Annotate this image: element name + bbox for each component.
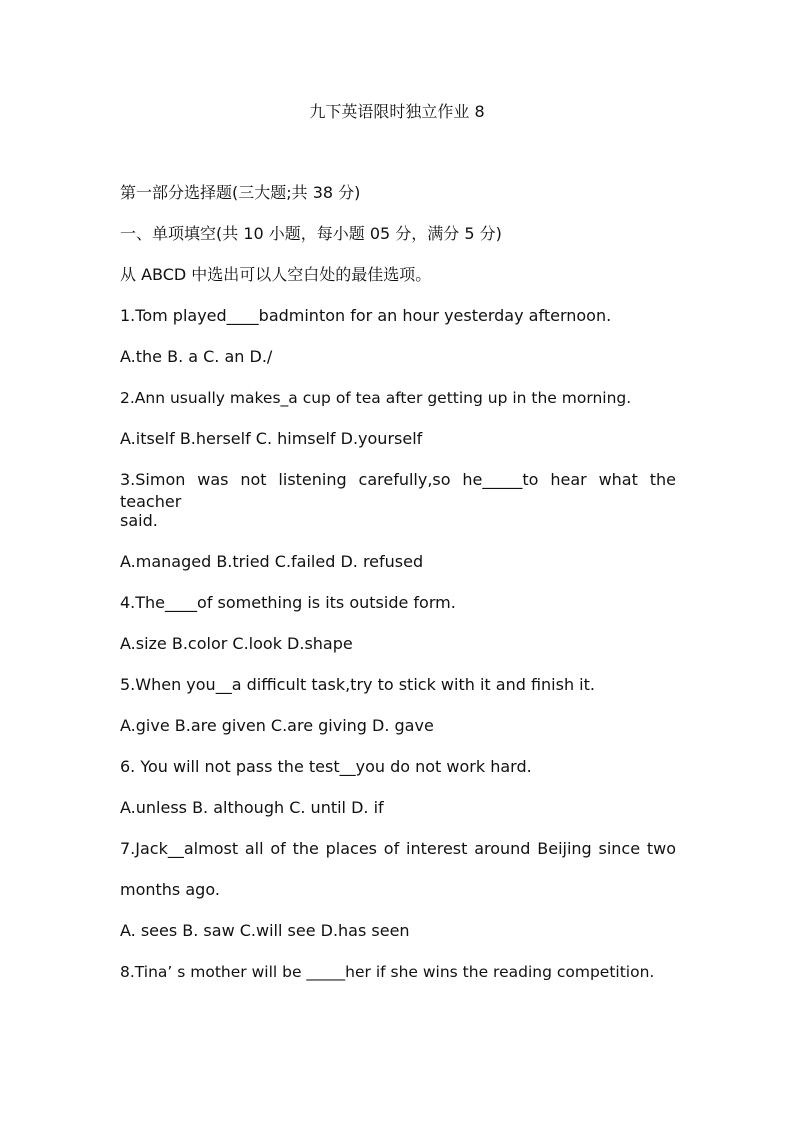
question-2-options: A.itself B.herself C. himself D.yourself bbox=[120, 429, 423, 448]
document-title: 九下英语限时独立作业 8 bbox=[309, 102, 485, 121]
question-7-stem-line1: 7.Jack__almost all of the places of interest around Beijing since two bbox=[120, 839, 676, 858]
question-5-options: A.give B.are given C.are giving D. gave bbox=[120, 716, 434, 735]
question-6-options: A.unless B. although C. until D. if bbox=[120, 798, 384, 817]
question-7-stem-line2: months ago. bbox=[120, 880, 220, 899]
question-2-stem: 2.Ann usually makes_a cup of tea after getting up in the morning. bbox=[120, 389, 632, 407]
question-3-options: A.managed B.tried C.failed D. refused bbox=[120, 552, 424, 571]
question-1-options: A.the B. a C. an D./ bbox=[120, 347, 273, 366]
question-3-stem-line1: 3.Simon was not listening carefully,so he_____to hear what the teacher bbox=[120, 470, 676, 511]
question-7-options: A. sees B. saw C.will see D.has seen bbox=[120, 921, 410, 940]
part-heading: 一、单项填空(共 10 小题，每小题 05 分，满分 5 分) bbox=[120, 224, 502, 243]
question-4-stem: 4.The____of something is its outside form. bbox=[120, 593, 456, 612]
question-6-stem: 6. You will not pass the test__you do not work hard. bbox=[120, 757, 532, 776]
question-5-stem: 5.When you__a difficult task,try to stick with it and finish it. bbox=[120, 675, 595, 694]
instruction-text: 从 ABCD 中选出可以人空白处的最佳选项。 bbox=[120, 265, 432, 284]
question-8-stem: 8.Tina’ s mother will be _____her if she wins the reading competition. bbox=[120, 963, 655, 981]
section-heading: 第一部分选择题(三大题;共 38 分) bbox=[120, 183, 361, 202]
question-body bbox=[120, 182, 676, 1002]
question-4-options: A.size B.color C.look D.shape bbox=[120, 634, 353, 653]
question-1-stem: 1.Tom played____badminton for an hour yesterday afternoon. bbox=[120, 306, 612, 325]
question-3-stem-line2: said. bbox=[120, 511, 158, 530]
